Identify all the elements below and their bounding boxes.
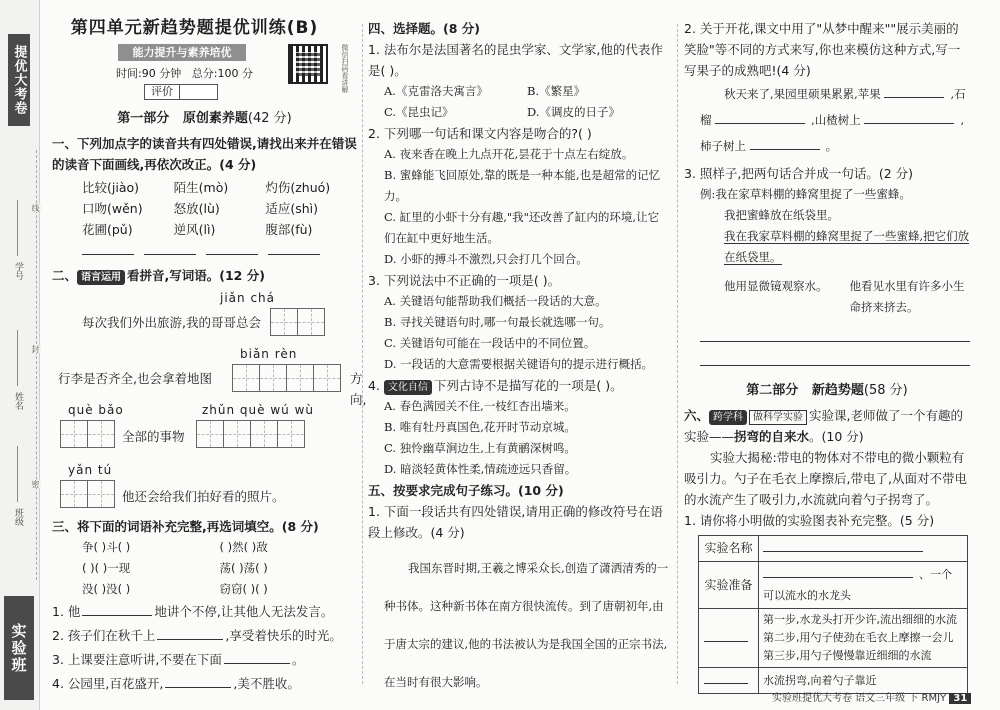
step-text: 第二步,用勺子使劲在毛衣上摩擦一会儿: [763, 631, 954, 644]
option[interactable]: B. 蜜蜂能飞回原处,靠的既是一种本能,也是超常的记忆力。: [384, 168, 661, 203]
writing-cell[interactable]: [232, 364, 260, 392]
option[interactable]: A. 关键语句能帮助我们概括一段话的大意。: [384, 294, 607, 308]
class-label: 班级: [13, 508, 23, 526]
example-sentence-2: 我把蜜蜂放在纸袋里。: [724, 208, 839, 222]
idiom-item[interactable]: 窃窃( )( ): [219, 582, 268, 596]
answer-blank[interactable]: [750, 136, 820, 150]
column-left: [52, 18, 367, 696]
answer-line[interactable]: [700, 342, 970, 366]
evaluation-label: 评价: [144, 84, 180, 100]
evaluation-box: [144, 84, 357, 100]
writing-cell[interactable]: [250, 420, 278, 448]
option[interactable]: C. 关键语句可能在一段话中的不同位置。: [384, 336, 596, 350]
cut-mark-seal: 封: [31, 345, 40, 353]
answer-blank[interactable]: [165, 674, 231, 688]
pinyin-quebao: què bǎo: [68, 403, 124, 417]
writing-cells: [270, 308, 324, 336]
table-row: [699, 609, 968, 668]
writing-cell[interactable]: [60, 420, 88, 448]
writing-cell[interactable]: [60, 480, 88, 508]
answer-blank[interactable]: [715, 110, 805, 124]
option[interactable]: A. 春色满园关不住,一枝红杏出墙来。: [384, 399, 576, 413]
table-step-cell: [759, 609, 968, 668]
practice-sentences: [700, 276, 970, 318]
q5-passage[interactable]: 我国东晋时期,王羲之博采众长,创造了潇洒清秀的一种书体。这种新书体在南方很快流传。到了唐朝初年,由于唐太宗的建议,他的书法被认为是我国全国的正宗书法,在当时有很大影响。: [384, 561, 669, 689]
table-answer-cell[interactable]: [699, 609, 759, 668]
q3-title: 三、将下面的词语补充完整,再选词填空。(8 分): [52, 519, 319, 534]
cut-mark-closed: 密: [31, 480, 40, 488]
cut-line: [36, 150, 37, 580]
fill-sentence-3: 3. 上课要注意听讲,不要在下面 。: [52, 652, 305, 667]
q4-item-1: 1. 法布尔是法国著名的昆虫学家、文学家,他的代表作是( )。: [368, 42, 663, 78]
writing-cell[interactable]: [297, 308, 325, 336]
q5-title: 五、按要求完成句子练习。(10 分): [368, 483, 564, 498]
option[interactable]: C.《昆虫记》: [384, 105, 454, 119]
qr-note: 微信扫码看讲解: [341, 44, 349, 93]
answer-blank[interactable]: [884, 84, 944, 98]
q2-title: 二、 语言运用 看拼音,写词语。(12 分): [52, 268, 265, 283]
example-merged: 我在我家草料棚的蜂窝里捉了一些蜜蜂,把它们放在纸袋里。: [724, 229, 970, 264]
step-text: 第一步,水龙头打开少许,流出细细的水流: [763, 613, 957, 626]
brand-bottom-logo: 实验班: [4, 596, 34, 700]
writing-cells: [60, 420, 114, 448]
writing-cells: [60, 480, 114, 508]
class-line: [17, 446, 18, 502]
q4-item-1-options: [368, 81, 670, 123]
fill-sentence-1: 1. 他 地讲个不停,让其他人无法发言。: [52, 604, 334, 619]
answer-blank[interactable]: [82, 241, 134, 255]
table-answer-cell[interactable]: 、一个 可以流水的水龙头: [759, 562, 968, 609]
column-divider: [677, 24, 678, 684]
language-use-tag: 语言运用: [77, 270, 125, 285]
writing-cell[interactable]: [270, 308, 298, 336]
page-footer: [772, 689, 971, 704]
pinyin-jiancha: jiǎn chá: [220, 291, 275, 305]
footer-text: 实验班提优大考卷 语文三年级 下 RMJY: [772, 693, 947, 704]
writing-cell[interactable]: [223, 420, 251, 448]
cut-mark-line: 线: [31, 204, 40, 212]
answer-blank[interactable]: [224, 650, 290, 664]
pinyin-row-1: [52, 290, 357, 342]
brand-top-logo: 提优大考卷: [8, 34, 30, 126]
fill-sentence-4: 4. 公园里,百花盛开, ,美不胜收。: [52, 676, 300, 691]
page-title: 第四单元新趋势题提优训练(B): [70, 18, 319, 38]
pinyin-zhunquewuwu: zhǔn què wú wù: [202, 403, 315, 417]
practice-sentence-2: 他看见水里有许多小生命挤来挤去。: [849, 279, 965, 314]
q2-text-2b: 方向,: [350, 371, 367, 407]
idiom-item[interactable]: ( )然( )敌: [219, 540, 268, 554]
q2-text-2: 行李是否齐全,也会拿着地图: [58, 371, 212, 386]
q1-answer-blanks: [52, 240, 357, 261]
pinyin-word: 陌生(mò): [173, 180, 229, 195]
writing-cell[interactable]: [196, 420, 224, 448]
binding-margin: [0, 0, 40, 710]
answer-blank[interactable]: [268, 241, 320, 255]
q4-item-4: 4. 文化自信 下列古诗不是描写花的一项是( )。: [368, 378, 623, 393]
table-row: [699, 562, 968, 609]
pinyin-row-4: [52, 462, 357, 516]
example-block: 例:我在家草料棚的蜂窝里捉了一些蜜蜂。 我把蜜蜂放在纸袋里。 我在我家草料棚的蜂窝里捉了一些蜜蜂,把它们放在纸袋里。 他用显微镜观察水。 他看见水里有许多小生命挤来挤去。: [684, 184, 970, 318]
column-divider: [362, 24, 363, 684]
experiment-intro: 实验大揭秘:带电的物体对不带电的微小颗粒有吸引力。勺子在毛衣上摩擦后,带电了,从面对不带电的水流产生了吸引力,水流就向着勺子拐弯了。: [684, 450, 967, 507]
student-number-line: [17, 200, 18, 256]
option[interactable]: D. 小虾的搏斗不激烈,只会打几个回合。: [384, 252, 588, 266]
answer-line[interactable]: [700, 318, 970, 342]
writing-cell[interactable]: [87, 420, 115, 448]
option[interactable]: C. 缸里的小虾十分有趣,"我"还改善了缸内的环境,让它们在缸中更好地生活。: [384, 210, 660, 245]
q4-item-2: 2. 下列哪一句话和课文内容是吻合的?( ): [368, 126, 592, 141]
answer-blank[interactable]: [82, 602, 152, 616]
step-text: 第三步,用勺子慢慢靠近细细的水流: [763, 649, 932, 662]
pinyin-word: 怒放(lù): [173, 201, 220, 216]
table-row: [699, 536, 968, 562]
idiom-item[interactable]: 荡( )荡( ): [219, 561, 268, 575]
table-header-cell: 实验名称: [699, 536, 759, 562]
evaluation-field[interactable]: [180, 84, 218, 100]
q5-item-2: 2. 关于开花,课文中用了"从梦中醒来""展示美丽的笑脸"等不同的方式来写,你也来模仿这种方式,写一写果子的成熟吧!(4 分): [684, 21, 961, 78]
autumn-fill: 秋天来了,果园里硕果累累,苹果 ,石榴 ,山楂树上 ,柿子树上 。: [684, 81, 970, 159]
part1-heading: 第一部分 原创素养题(42 分): [117, 111, 292, 126]
example-sentence-1: 我在家草料棚的蜂窝里捉了一些蜜蜂。: [715, 187, 911, 201]
answer-blank[interactable]: [157, 626, 223, 640]
option[interactable]: B. 寻找关键语句时,哪一句最长就选哪一句。: [384, 315, 611, 329]
option[interactable]: C. 独怜幽草涧边生,上有黄鹂深树鸣。: [384, 441, 576, 455]
science-experiment-tag: 做科学实验: [749, 410, 807, 425]
practice-sentence-1: 他用显微镜观察水。: [724, 279, 828, 293]
student-number-label: 学号: [13, 262, 23, 280]
q6-title: 六、 跨学科 做科学实验 实验课,老师做了一个有趣的实验——拐弯的自来水。(10 分): [684, 408, 963, 444]
cultural-confidence-tag: 文化自信: [384, 380, 432, 395]
part2-heading: 第二部分 新趋势题(58 分): [746, 383, 908, 398]
writing-cell[interactable]: [259, 364, 287, 392]
qr-code[interactable]: [288, 44, 328, 84]
cross-discipline-tag: 跨学科: [709, 410, 747, 425]
table-answer-cell[interactable]: [699, 668, 759, 694]
q2-text-4: 他还会给我们拍好看的照片。: [122, 489, 285, 504]
q5-item-3: 3. 照样子,把两句话合并成一句话。(2 分): [684, 166, 914, 181]
answer-blank[interactable]: [144, 241, 196, 255]
table-answer-cell[interactable]: [759, 536, 968, 562]
q4-title: 四、选择题。(8 分): [368, 21, 480, 36]
answer-blank[interactable]: [206, 241, 258, 255]
q6-item-1: 1. 请你将小明做的实验图表补充完整。(5 分): [684, 513, 935, 528]
writing-cells: [232, 364, 340, 392]
q5-item-1: 1. 下面一段话共有四处错误,请用正确的修改符号在语段上修改。(4 分): [368, 504, 663, 540]
answer-blank[interactable]: [864, 110, 954, 124]
pinyin-yantu: yǎn tú: [68, 463, 113, 477]
page-number: 31: [949, 693, 971, 704]
experiment-table: [698, 535, 968, 694]
fill-sentence-2: 2. 孩子们在秋千上 ,享受着快乐的时光。: [52, 628, 342, 643]
pinyin-word: 口吻(wěn): [82, 201, 143, 216]
option[interactable]: A. 夜来香在晚上九点开花,昙花于十点左右绽放。: [384, 147, 634, 161]
column-middle: [368, 18, 670, 701]
option[interactable]: B. 唯有牡丹真国色,花开时节动京城。: [384, 420, 576, 434]
pinyin-word: 灼伤(zhuó): [265, 180, 331, 195]
student-name-label: 姓名: [13, 392, 23, 410]
pinyin-word-list: [52, 177, 357, 240]
option[interactable]: D. 暗淡轻黄体性柔,情疏迹远只香留。: [384, 462, 577, 476]
pinyin-word: 花圃(pǔ): [82, 222, 133, 237]
writing-cell[interactable]: [313, 364, 341, 392]
idiom-list: [52, 537, 357, 600]
pinyin-word: 适应(shì): [265, 201, 318, 216]
writing-cell[interactable]: [286, 364, 314, 392]
writing-cell[interactable]: [87, 480, 115, 508]
option[interactable]: D.《调皮的日子》: [527, 105, 620, 119]
q2-text-3: 全部的事物: [122, 429, 185, 444]
writing-cell[interactable]: [277, 420, 305, 448]
option[interactable]: D. 一段话的大意需要根据关键语句的提示进行概括。: [384, 357, 654, 371]
idiom-item[interactable]: 没( )没( ): [82, 582, 131, 596]
column-right: [684, 18, 970, 694]
writing-cells: [196, 420, 304, 448]
subtitle-band: 能力提升与素养培优: [118, 44, 246, 61]
pinyin-bianren: biǎn rèn: [240, 347, 298, 361]
option[interactable]: B.《繁星》: [527, 84, 586, 98]
table-header-cell: 实验准备: [699, 562, 759, 609]
q2-text-1: 每次我们外出旅游,我的哥哥总会: [82, 315, 261, 330]
pinyin-row-3: [52, 402, 357, 458]
pinyin-word: 腹部(fù): [265, 222, 313, 237]
pinyin-row-2: [52, 346, 367, 407]
idiom-item[interactable]: ( )( )一现: [82, 561, 131, 575]
table-step-cell: 水流拐弯,向着勺子靠近: [759, 668, 968, 694]
time-label: 时间:90 分钟: [116, 67, 182, 80]
q1-title: 一、下列加点字的读音共有四处错误,请找出来并在错误的读音下面画线,再依次改正。(4 分): [52, 136, 357, 172]
student-name-line: [17, 330, 18, 386]
pinyin-word: 比较(jiào): [82, 180, 140, 195]
idiom-item[interactable]: 争( )斗( ): [82, 540, 131, 554]
total-score-label: 总分:100 分: [191, 67, 253, 80]
q4-item-3: 3. 下列说法中不正确的一项是( )。: [368, 273, 561, 288]
option[interactable]: A.《克雷洛夫寓言》: [384, 84, 488, 98]
pinyin-word: 逆风(lì): [173, 222, 216, 237]
